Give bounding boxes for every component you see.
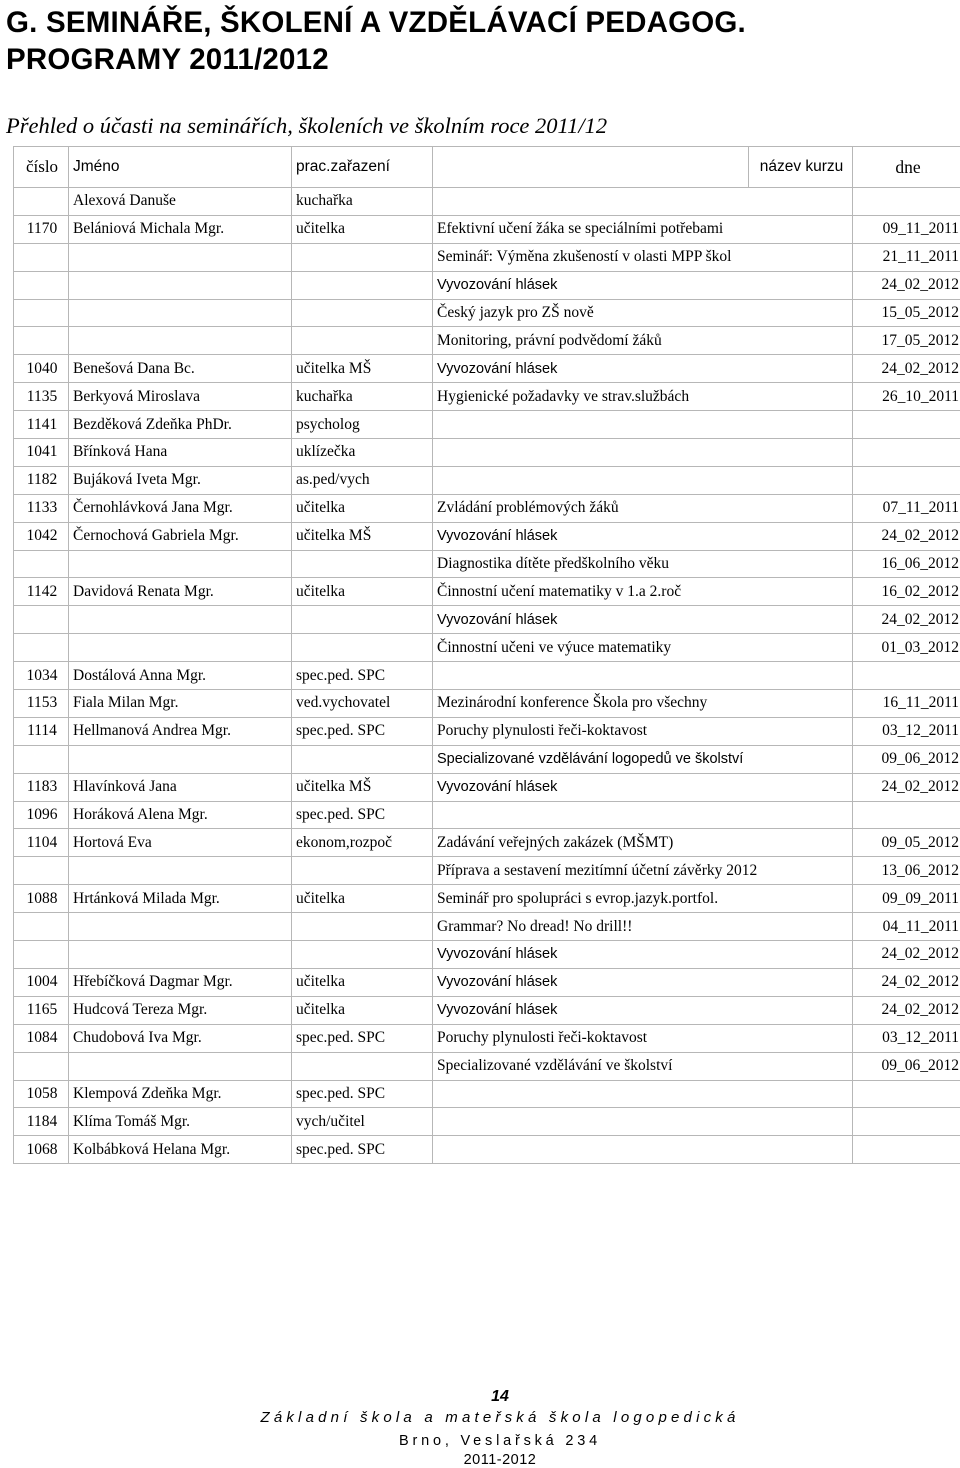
- table-row: [14, 243, 960, 271]
- row-position: učitelka: [292, 215, 433, 243]
- row-date: 01_03_2012: [853, 634, 960, 662]
- row-position: [292, 634, 433, 662]
- row-date: 09_11_2011: [853, 215, 960, 243]
- row-name: Klempová Zdeňka Mgr.: [69, 1080, 292, 1108]
- row-name: Horáková Alena Mgr.: [69, 801, 292, 829]
- row-position: uklízečka: [292, 439, 433, 467]
- row-number: [14, 941, 69, 969]
- row-course: Poruchy plynulosti řeči-koktavost: [433, 1024, 853, 1052]
- table-row: [14, 941, 960, 969]
- row-number: 1004: [14, 968, 69, 996]
- header-empty: [433, 147, 749, 188]
- row-course: Specializované vzdělávání ve školství: [433, 1052, 853, 1080]
- row-date: [853, 1136, 960, 1164]
- row-number: 1088: [14, 885, 69, 913]
- header-cislo: číslo: [14, 147, 69, 188]
- row-date: [853, 1080, 960, 1108]
- row-name: Belániová Michala Mgr.: [69, 215, 292, 243]
- row-name: [69, 299, 292, 327]
- row-date: 17_05_2012: [853, 327, 960, 355]
- header-prac-zarazeni: prac.zařazení: [292, 147, 433, 188]
- row-name: Hrtánková Milada Mgr.: [69, 885, 292, 913]
- table-row: [14, 494, 960, 522]
- row-course: Zadávání veřejných zakázek (MŠMT): [433, 829, 853, 857]
- row-course: [433, 439, 853, 467]
- row-date: 04_11_2011: [853, 913, 960, 941]
- row-name: Bezděková Zdeňka PhDr.: [69, 411, 292, 439]
- row-number: 1183: [14, 773, 69, 801]
- row-number: [14, 243, 69, 271]
- row-number: [14, 634, 69, 662]
- table-row: [14, 996, 960, 1024]
- row-name: Bujáková Iveta Mgr.: [69, 466, 292, 494]
- row-number: [14, 1052, 69, 1080]
- row-date: [853, 188, 960, 216]
- header-nazev-kurzu: název kurzu: [749, 147, 853, 188]
- row-number: 1042: [14, 522, 69, 550]
- row-date: 16_11_2011: [853, 690, 960, 718]
- row-position: [292, 745, 433, 773]
- row-course: [433, 662, 853, 690]
- row-number: 1135: [14, 383, 69, 411]
- row-date: 07_11_2011: [853, 494, 960, 522]
- row-name: Dostálová Anna Mgr.: [69, 662, 292, 690]
- row-position: učitelka: [292, 885, 433, 913]
- row-number: [14, 745, 69, 773]
- row-position: učitelka: [292, 494, 433, 522]
- table-row: [14, 271, 960, 299]
- row-course: Seminář: Výměna zkušeností v olasti MPP škol: [433, 243, 853, 271]
- row-course: Mezinárodní konference Škola pro všechny: [433, 690, 853, 718]
- footer-school-name: Základní škola a mateřská škola logopedická: [0, 1409, 960, 1426]
- row-name: Davidová Renata Mgr.: [69, 578, 292, 606]
- row-course: Činnostní učení matematiky v 1.a 2.roč: [433, 578, 853, 606]
- row-position: spec.ped. SPC: [292, 1024, 433, 1052]
- table-row: [14, 634, 960, 662]
- table-row: [14, 690, 960, 718]
- row-course: [433, 1080, 853, 1108]
- table-row: [14, 773, 960, 801]
- row-name: Berkyová Miroslava: [69, 383, 292, 411]
- table-row: [14, 968, 960, 996]
- heading-line-2: PROGRAMY 2011/2012: [6, 41, 746, 78]
- table-row: [14, 327, 960, 355]
- row-position: ved.vychovatel: [292, 690, 433, 718]
- page-heading: [6, 4, 746, 78]
- row-position: učitelka MŠ: [292, 773, 433, 801]
- row-number: 1034: [14, 662, 69, 690]
- row-name: Hudcová Tereza Mgr.: [69, 996, 292, 1024]
- row-course: Specializované vzdělávání logopedů ve školství: [433, 745, 853, 773]
- row-date: 24_02_2012: [853, 606, 960, 634]
- row-position: [292, 941, 433, 969]
- row-position: kuchařka: [292, 188, 433, 216]
- row-date: [853, 1108, 960, 1136]
- row-course: Grammar? No dread! No drill!!: [433, 913, 853, 941]
- table-row: [14, 355, 960, 383]
- table-row: [14, 188, 960, 216]
- row-number: 1141: [14, 411, 69, 439]
- row-number: 1096: [14, 801, 69, 829]
- row-name: [69, 327, 292, 355]
- row-date: 26_10_2011: [853, 383, 960, 411]
- footer-school-year: 2011-2012: [0, 1452, 960, 1468]
- row-position: spec.ped. SPC: [292, 662, 433, 690]
- row-position: spec.ped. SPC: [292, 1136, 433, 1164]
- row-name: [69, 857, 292, 885]
- table-row: [14, 606, 960, 634]
- row-date: [853, 439, 960, 467]
- table-row: [14, 913, 960, 941]
- row-name: Břínková Hana: [69, 439, 292, 467]
- row-number: 1084: [14, 1024, 69, 1052]
- row-number: 1041: [14, 439, 69, 467]
- row-course: Příprava a sestavení mezitímní účetní závěrky 2012: [433, 857, 853, 885]
- row-position: učitelka: [292, 968, 433, 996]
- table-row: [14, 829, 960, 857]
- row-course: Diagnostika dítěte předškolního věku: [433, 550, 853, 578]
- row-date: 24_02_2012: [853, 968, 960, 996]
- table-header-row: [14, 147, 960, 188]
- row-date: 16_02_2012: [853, 578, 960, 606]
- row-position: [292, 1052, 433, 1080]
- row-date: [853, 466, 960, 494]
- table-row: [14, 411, 960, 439]
- row-course: Hygienické požadavky ve strav.službách: [433, 383, 853, 411]
- table-row: [14, 662, 960, 690]
- row-course: Vyvozování hlásek: [433, 968, 853, 996]
- header-jmeno: Jméno: [69, 147, 292, 188]
- table-row: [14, 857, 960, 885]
- row-date: 24_02_2012: [853, 522, 960, 550]
- row-name: [69, 1052, 292, 1080]
- row-number: [14, 299, 69, 327]
- row-position: učitelka: [292, 578, 433, 606]
- row-name: Černohlávková Jana Mgr.: [69, 494, 292, 522]
- table-row: [14, 466, 960, 494]
- row-number: 1058: [14, 1080, 69, 1108]
- row-date: 24_02_2012: [853, 355, 960, 383]
- table-row: [14, 522, 960, 550]
- row-course: Činnostní učeni ve výuce matematiky: [433, 634, 853, 662]
- row-position: [292, 550, 433, 578]
- row-date: 15_05_2012: [853, 299, 960, 327]
- row-position: učitelka: [292, 996, 433, 1024]
- row-course: [433, 801, 853, 829]
- table-row: [14, 801, 960, 829]
- row-name: Hortová Eva: [69, 829, 292, 857]
- row-course: Vyvozování hlásek: [433, 773, 853, 801]
- footer-address: Brno, Veslařská 234: [0, 1433, 960, 1449]
- row-name: [69, 271, 292, 299]
- row-name: [69, 606, 292, 634]
- row-number: [14, 188, 69, 216]
- row-date: 09_06_2012: [853, 1052, 960, 1080]
- row-name: Černochová Gabriela Mgr.: [69, 522, 292, 550]
- page-subtitle: Přehled o účasti na seminářích, školeních ve školním roce 2011/12: [6, 111, 607, 141]
- row-number: [14, 606, 69, 634]
- row-course: Zvládání problémových žáků: [433, 494, 853, 522]
- row-name: Hellmanová Andrea Mgr.: [69, 717, 292, 745]
- row-course: [433, 1108, 853, 1136]
- row-number: 1182: [14, 466, 69, 494]
- row-number: 1165: [14, 996, 69, 1024]
- row-position: [292, 299, 433, 327]
- row-name: [69, 745, 292, 773]
- table-row: [14, 1108, 960, 1136]
- row-number: [14, 271, 69, 299]
- row-date: 21_11_2011: [853, 243, 960, 271]
- row-position: [292, 606, 433, 634]
- row-date: 03_12_2011: [853, 717, 960, 745]
- row-date: 24_02_2012: [853, 996, 960, 1024]
- row-number: [14, 857, 69, 885]
- row-position: vych/učitel: [292, 1108, 433, 1136]
- row-course: [433, 411, 853, 439]
- table-row: [14, 299, 960, 327]
- row-number: 1133: [14, 494, 69, 522]
- row-course: Monitoring, právní podvědomí žáků: [433, 327, 853, 355]
- table-row: [14, 439, 960, 467]
- row-number: 1114: [14, 717, 69, 745]
- row-course: Vyvozování hlásek: [433, 355, 853, 383]
- row-position: spec.ped. SPC: [292, 1080, 433, 1108]
- row-name: Hlavínková Jana: [69, 773, 292, 801]
- row-name: Hřebíčková Dagmar Mgr.: [69, 968, 292, 996]
- row-number: 1040: [14, 355, 69, 383]
- row-position: učitelka MŠ: [292, 522, 433, 550]
- row-course: Vyvozování hlásek: [433, 522, 853, 550]
- row-number: [14, 913, 69, 941]
- row-course: Efektivní učení žáka se speciálními potřebami: [433, 215, 853, 243]
- row-position: [292, 243, 433, 271]
- table-row: [14, 1052, 960, 1080]
- table-row: [14, 1024, 960, 1052]
- attendance-table: [13, 146, 960, 1164]
- row-date: 09_09_2011: [853, 885, 960, 913]
- row-name: Kolbábková Helana Mgr.: [69, 1136, 292, 1164]
- row-name: [69, 634, 292, 662]
- row-name: [69, 913, 292, 941]
- row-date: 24_02_2012: [853, 941, 960, 969]
- table-row: [14, 215, 960, 243]
- row-position: spec.ped. SPC: [292, 717, 433, 745]
- row-name: Alexová Danuše: [69, 188, 292, 216]
- row-date: 03_12_2011: [853, 1024, 960, 1052]
- header-dne: dne: [853, 147, 960, 188]
- table-row: [14, 1136, 960, 1164]
- row-number: [14, 327, 69, 355]
- row-date: [853, 411, 960, 439]
- row-course: Poruchy plynulosti řeči-koktavost: [433, 717, 853, 745]
- row-position: [292, 913, 433, 941]
- table-row: [14, 717, 960, 745]
- row-name: Fiala Milan Mgr.: [69, 690, 292, 718]
- row-number: [14, 550, 69, 578]
- row-course: Vyvozování hlásek: [433, 941, 853, 969]
- table-row: [14, 383, 960, 411]
- row-course: Vyvozování hlásek: [433, 606, 853, 634]
- row-position: [292, 271, 433, 299]
- row-number: 1142: [14, 578, 69, 606]
- row-name: [69, 243, 292, 271]
- row-number: 1104: [14, 829, 69, 857]
- row-date: 24_02_2012: [853, 271, 960, 299]
- row-date: [853, 662, 960, 690]
- row-name: [69, 550, 292, 578]
- footer-page-number: 14: [0, 1388, 960, 1406]
- row-name: Chudobová Iva Mgr.: [69, 1024, 292, 1052]
- row-position: spec.ped. SPC: [292, 801, 433, 829]
- heading-line-1: G. SEMINÁŘE, ŠKOLENÍ A VZDĚLÁVACÍ PEDAGOG.: [6, 4, 746, 41]
- row-course: Český jazyk pro ZŠ nově: [433, 299, 853, 327]
- table-row: [14, 745, 960, 773]
- table-row: [14, 885, 960, 913]
- row-course: [433, 466, 853, 494]
- row-position: [292, 327, 433, 355]
- table-row: [14, 550, 960, 578]
- row-date: 09_06_2012: [853, 745, 960, 773]
- row-date: [853, 801, 960, 829]
- row-course: Vyvozování hlásek: [433, 996, 853, 1024]
- table-row: [14, 1080, 960, 1108]
- row-date: 16_06_2012: [853, 550, 960, 578]
- row-course: [433, 1136, 853, 1164]
- row-number: 1153: [14, 690, 69, 718]
- row-date: 13_06_2012: [853, 857, 960, 885]
- row-course: Seminář pro spolupráci s evrop.jazyk.portfol.: [433, 885, 853, 913]
- row-name: [69, 941, 292, 969]
- row-course: Vyvozování hlásek: [433, 271, 853, 299]
- row-date: 24_02_2012: [853, 773, 960, 801]
- table-row: [14, 578, 960, 606]
- row-position: ekonom,rozpoč: [292, 829, 433, 857]
- row-name: Klíma Tomáš Mgr.: [69, 1108, 292, 1136]
- row-number: 1184: [14, 1108, 69, 1136]
- row-position: kuchařka: [292, 383, 433, 411]
- row-name: Benešová Dana Bc.: [69, 355, 292, 383]
- row-number: 1170: [14, 215, 69, 243]
- row-position: as.ped/vych: [292, 466, 433, 494]
- row-date: 09_05_2012: [853, 829, 960, 857]
- row-position: [292, 857, 433, 885]
- row-position: psycholog: [292, 411, 433, 439]
- row-course: [433, 188, 853, 216]
- row-number: 1068: [14, 1136, 69, 1164]
- row-position: učitelka MŠ: [292, 355, 433, 383]
